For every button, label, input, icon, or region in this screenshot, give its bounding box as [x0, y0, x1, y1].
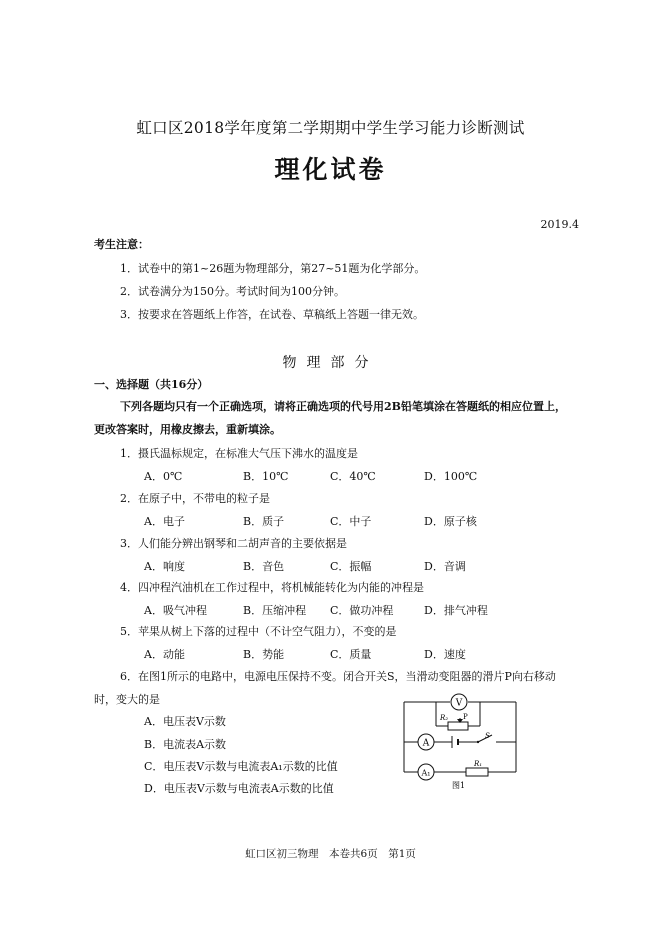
option: C．中子	[330, 515, 372, 528]
option: C．振幅	[330, 560, 372, 573]
exam-date: 2019.4	[540, 218, 579, 231]
option: D．排气冲程	[424, 604, 488, 617]
question-stem: 4．四冲程汽油机在工作过程中，将机械能转化为内能的冲程是	[120, 581, 424, 594]
exam-header: 虹口区2018学年度第二学期期中学生学习能力诊断测试	[136, 119, 525, 137]
option: C．电压表V示数与电流表A₁示数的比值	[144, 760, 338, 773]
option: A．响度	[144, 560, 185, 573]
section-title: 物理部分	[282, 355, 379, 371]
ammeter1-label: A₁	[421, 768, 431, 778]
option: A．动能	[144, 648, 185, 661]
part-title: 一、选择题（共16分）	[94, 378, 209, 391]
slider-p-label: P	[463, 713, 468, 721]
switch-icon	[477, 741, 479, 743]
option: A．电压表V示数	[144, 715, 226, 728]
option: B．10℃	[243, 470, 289, 483]
switch-label: S	[485, 732, 490, 740]
voltmeter-label: V	[455, 698, 463, 709]
question-stem: 2．在原子中，不带电的粒子是	[120, 492, 270, 505]
option: B．电流表A示数	[144, 738, 227, 751]
circuit-diagram	[396, 688, 526, 792]
option: B．势能	[243, 648, 285, 661]
r1-label: R₁	[474, 760, 483, 768]
option: B．音色	[243, 560, 285, 573]
option: B．质子	[243, 515, 285, 528]
option: C．质量	[330, 648, 372, 661]
ammeter-label: A	[422, 738, 430, 749]
figure-caption: 图1	[452, 781, 466, 790]
r2-label: R₂	[440, 714, 449, 722]
question-stem: 时，变大的是	[94, 693, 160, 706]
option: D．100℃	[424, 470, 478, 483]
option: A．吸气冲程	[144, 604, 207, 617]
option: D．电压表V示数与电流表A示数的比值	[144, 782, 334, 795]
notice-item: 2．试卷满分为150分。考试时间为100分钟。	[120, 285, 345, 298]
option: C．40℃	[330, 470, 376, 483]
page-footer: 虹口区初三物理 本卷共6页 第1页	[245, 848, 416, 860]
option: D．原子核	[424, 515, 477, 528]
question-stem: 5．苹果从树上下落的过程中（不计空气阻力），不变的是	[120, 625, 397, 638]
question-stem: 6．在图1所示的电路中，电源电压保持不变。闭合开关S，当滑动变阻器的滑片P向右移动	[120, 670, 556, 683]
exam-title: 理化试卷	[274, 155, 387, 184]
question-stem: 3．人们能分辨出钢琴和二胡声音的主要依据是	[120, 537, 347, 550]
option: A．电子	[144, 515, 185, 528]
question-stem: 1．摄氏温标规定，在标准大气压下沸水的温度是	[120, 447, 358, 460]
notice-item: 1．试卷中的第1~26题为物理部分，第27~51题为化学部分。	[120, 262, 426, 275]
option: D．音调	[424, 560, 466, 573]
option: C．做功冲程	[330, 604, 394, 617]
option: B．压缩冲程	[243, 604, 307, 617]
option: D．速度	[424, 648, 466, 661]
notice-title: 考生注意：	[94, 238, 149, 251]
notice-item: 3．按要求在答题纸上作答，在试卷、草稿纸上答题一律无效。	[120, 308, 424, 321]
instruction-line: 更改答案时，用橡皮擦去，重新填涂。	[94, 423, 281, 436]
instruction-line: 下列各题均只有一个正确选项，请将正确选项的代号用2B铅笔填涂在答题纸的相应位置上，	[120, 400, 566, 413]
option: A．0℃	[144, 470, 183, 483]
